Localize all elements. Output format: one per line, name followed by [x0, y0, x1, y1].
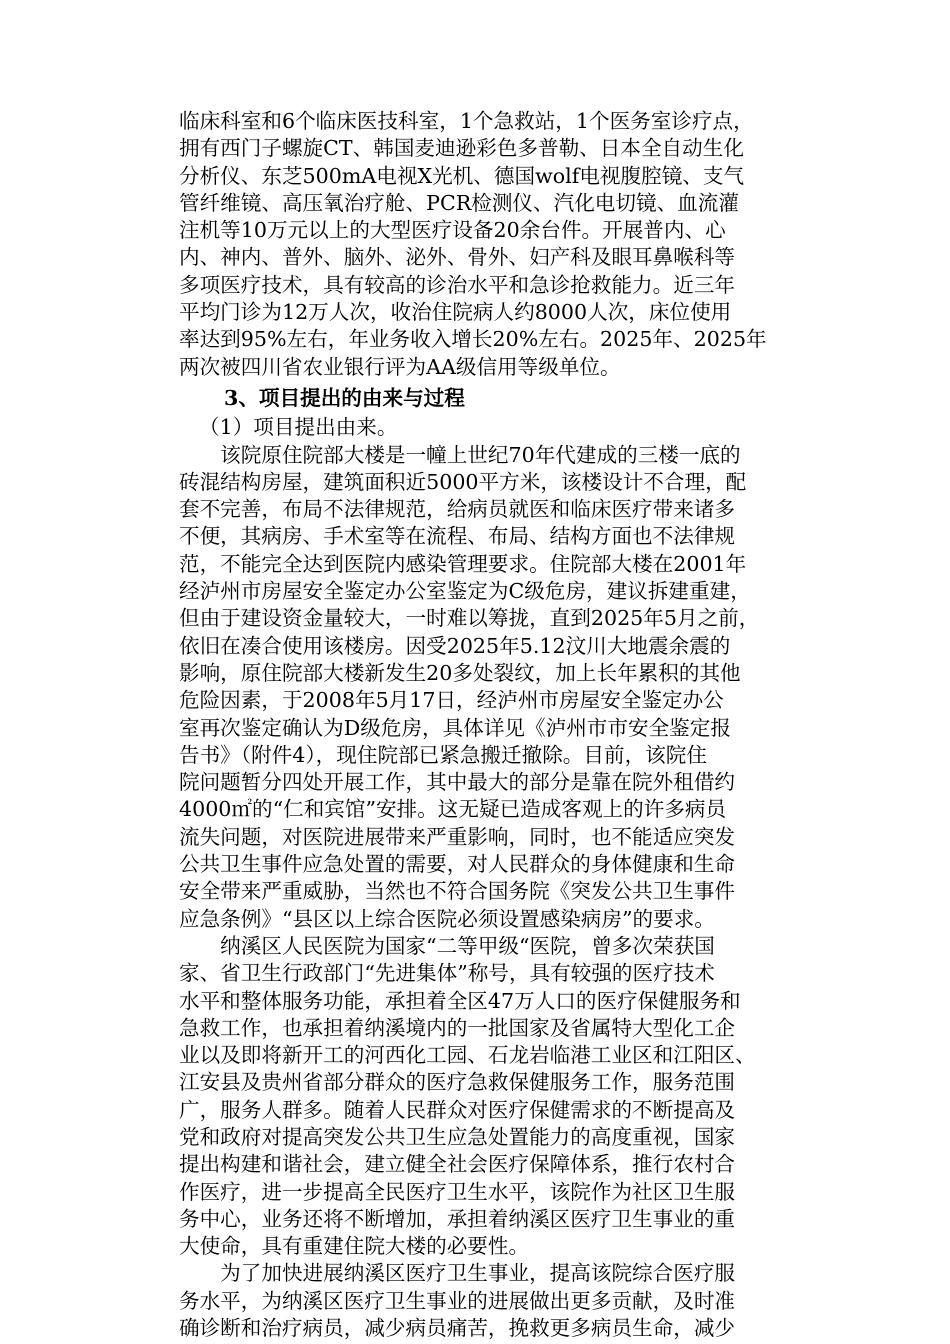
text-line: 两次被四川省农业银行评为AA级信用等级单位。	[179, 354, 621, 379]
text-line: 纳溪区人民医院为国家“二等甲级“医院，曾多次荣获国	[179, 933, 715, 958]
text-line: 院问题暂分四处开展工作，其中最大的部分是靠在院外租借约	[179, 770, 736, 795]
text-line: 影响，原住院部大楼新发生20多处裂纹，加上长年累积的其他	[179, 660, 741, 685]
text-line: 依旧在凑合使用该楼房。因受2025年5.12汶川大地震余震的	[179, 633, 731, 658]
paragraph-project-origin	[179, 442, 809, 933]
text-line: 经泸州市房屋安全鉴定办公室鉴定为C级危房，建议拆建重建，	[179, 579, 751, 604]
section-heading: 3、项目提出的由来与过程	[224, 385, 465, 410]
text-line: 水平和整体服务功能，承担着全区47万人口的医疗保健服务和	[179, 988, 741, 1013]
text-line: 砖混结构房屋，建筑面积近5000平方米，该楼设计不合理，配	[179, 469, 747, 494]
text-line: 但由于建设资金量较大，一时难以筹拢，直到2025年5月之前，	[179, 606, 760, 631]
text-line: 广，服务人群多。随着人民群众对医疗保健需求的不断提高及	[179, 1097, 736, 1122]
text-line: 家、省卫生行政部门“先进集体”称号，具有较强的医疗技术	[179, 961, 715, 986]
text-line: 率达到95%左右，年业务收入增长20%左右。2025年、2025年	[179, 327, 767, 352]
text-line: 临床科室和6个临床医技科室，1个急救站，1个医务室诊疗点，	[179, 109, 754, 133]
text-line: 安全带来严重威胁，当然也不符合国务院《突发公共卫生事件	[179, 879, 736, 904]
paragraph-purpose	[179, 1260, 809, 1342]
text-line: 确诊断和治疗病员，减少病员痛苦，挽救更多病员生命，减少	[179, 1316, 736, 1341]
text-line: 分析仪、东芝500mA电视X光机、德国wolf电视腹腔镜、支气	[179, 163, 745, 188]
text-line: 多项医疗技术，具有较高的诊治水平和急诊抢救能力。近三年	[179, 272, 736, 297]
text-line: 套不完善，布局不法律规范，给病员就医和临床医疗带来诸多	[179, 497, 736, 522]
text-line: 业以及即将新开工的河西化工园、石龙岩临港工业区和江阳区、	[179, 1043, 756, 1068]
subsection-heading: （1）项目提出由来。	[199, 415, 398, 440]
text-line: 不便，其病房、手术室等在流程、布局、结构方面也不法律规	[179, 524, 736, 549]
text-line: 为了加快进展纳溪区医疗卫生事业，提高该院综合医疗服	[179, 1261, 736, 1286]
text-line: 流失问题，对医院进展带来严重影响，同时，也不能适应突发	[179, 824, 736, 849]
text-line: 内、神内、普外、脑外、泌外、骨外、妇产科及眼耳鼻喉科等	[179, 245, 736, 270]
text-line: 公共卫生事件应急处置的需要，对人民群众的身体健康和生命	[179, 852, 736, 877]
text-line: 作医疗，进一步提高全民医疗卫生水平，该院作为社区卫生服	[179, 1179, 736, 1204]
document-body	[179, 108, 809, 1342]
text-line: 拥有西门子螺旋CT、韩国麦迪逊彩色多普勒、日本全自动生化	[179, 136, 744, 161]
text-line: 管纤维镜、高压氧治疗舱、PCR检测仪、汽化电切镜、血流灌	[179, 190, 739, 215]
text-line: 务中心，业务还将不断增加，承担着纳溪区医疗卫生事业的重	[179, 1206, 736, 1231]
text-line: 该院原住院部大楼是一幢上世纪70年代建成的三楼一底的	[179, 442, 741, 467]
text-line: 江安县及贵州省部分群众的医疗急救保健服务工作，服务范围	[179, 1070, 736, 1095]
text-line: 应急条例》“县区以上综合医院必须设置感染病房”的要求。	[179, 906, 715, 931]
text-line: 大使命，具有重建住院大楼的必要性。	[179, 1234, 530, 1259]
text-line: 党和政府对提高突发公共卫生应急处置能力的高度重视，国家	[179, 1124, 736, 1149]
text-line: 告书》（附件4），现住院部已紧急搬迁撤除。目前，该院住	[179, 742, 707, 767]
text-line: 4000㎡的“仁和宾馆”安排。这无疑已造成客观上的许多病员	[179, 797, 727, 822]
text-line: 室再次鉴定确认为D级危房，具体详见《泸州市市安全鉴定报	[179, 715, 731, 740]
paragraph-hospital-role	[179, 933, 809, 1261]
text-line: 务水平，为纳溪区医疗卫生事业的进展做出更多贡献，及时准	[179, 1288, 736, 1313]
text-line: 平均门诊为12万人次，收治住院病人约8000人次，床位使用	[179, 300, 732, 325]
paragraph-hospital-equipment	[179, 108, 809, 381]
text-line: 提出构建和谐社会，建立健全社会医疗保障体系，推行农村合	[179, 1152, 736, 1177]
text-line: 危险因素，于2008年5月17日，经泸州市房屋安全鉴定办公	[179, 688, 724, 713]
text-line: 注机等10万元以上的大型医疗设备20余台件。开展普内、心	[179, 218, 726, 243]
text-line: 急救工作，也承担着纳溪境内的一批国家及省属特大型化工企	[179, 1015, 736, 1040]
text-line: 范，不能完全达到医院内感染管理要求。住院部大楼在2001年	[179, 551, 747, 576]
